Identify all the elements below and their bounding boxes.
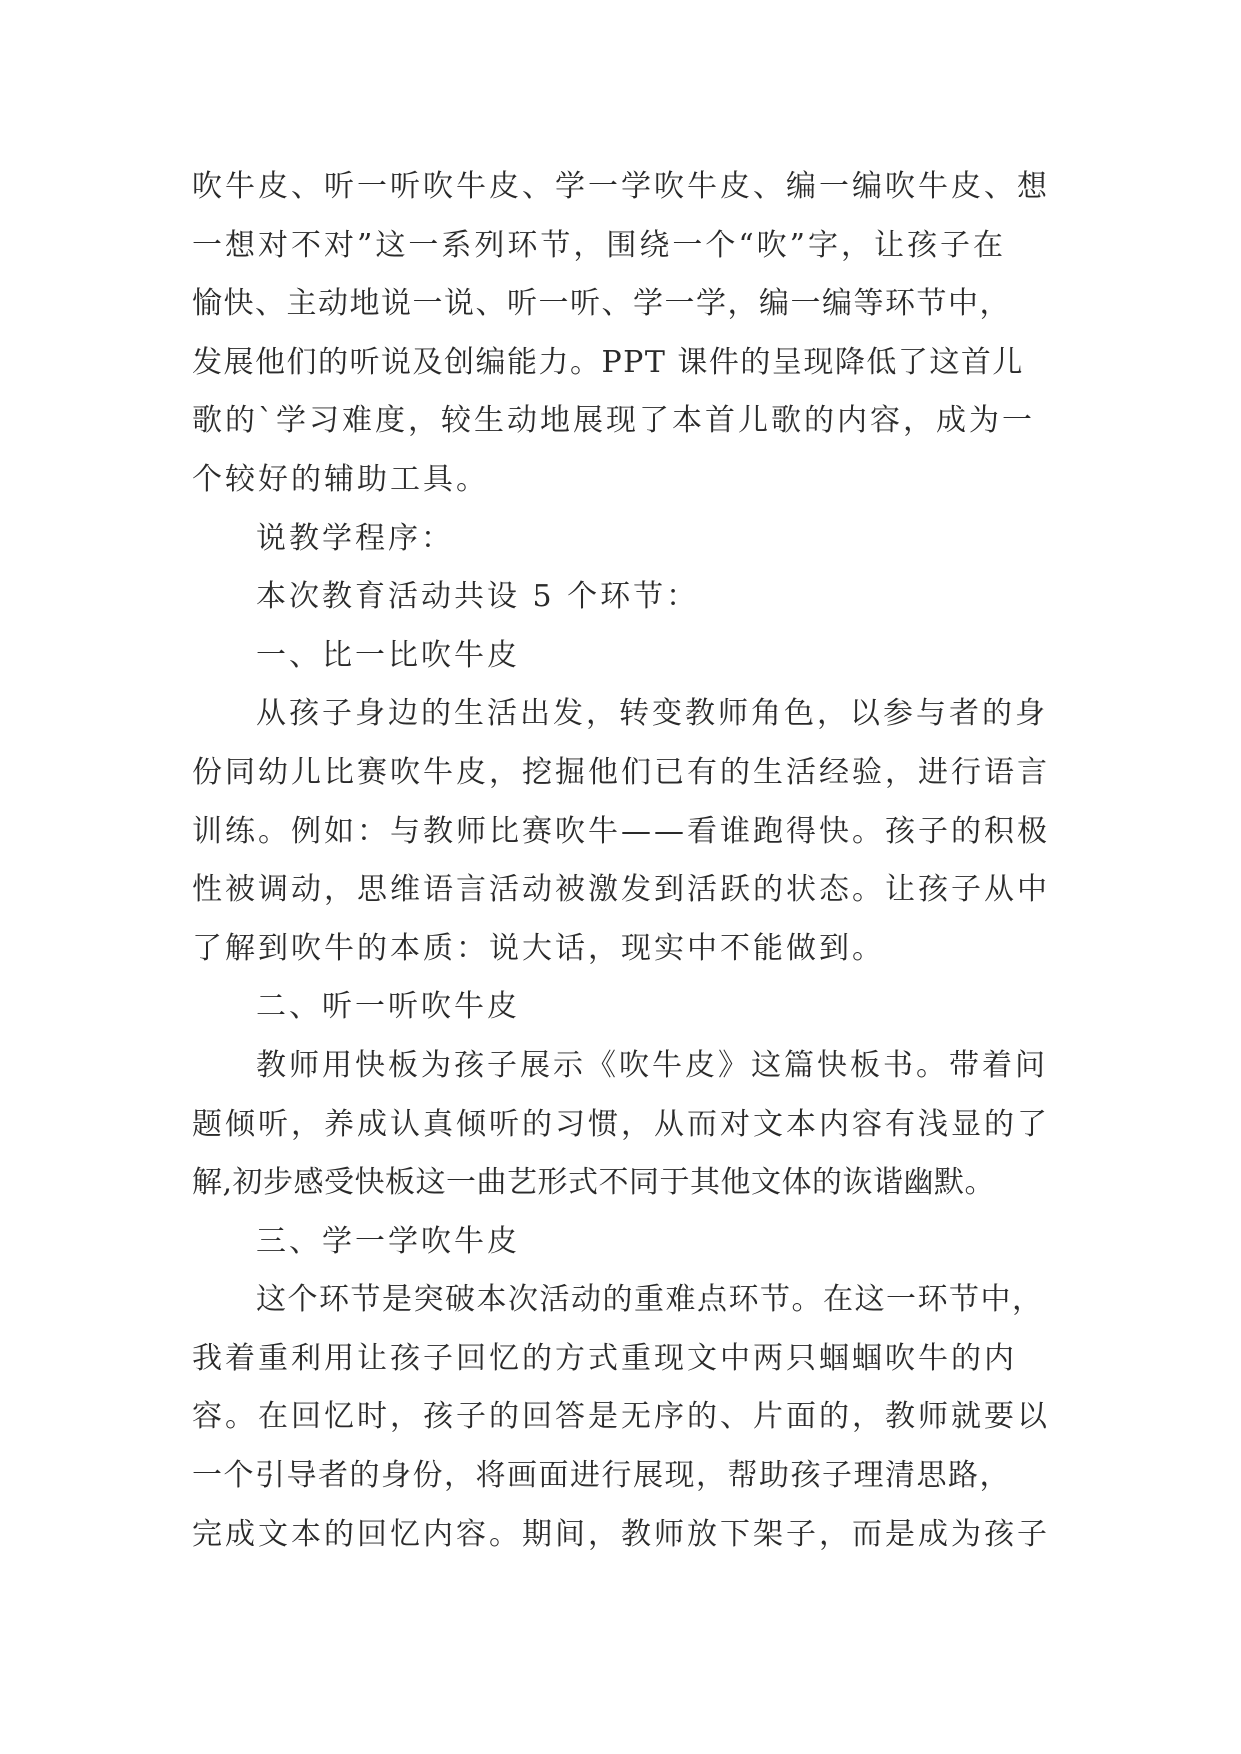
text-line: 个较好的辅助工具。	[192, 461, 489, 497]
section-heading: 三、学一学吹牛皮	[256, 1223, 520, 1259]
text-line: 一想对不对”这一系列环节，围绕一个“吹”字，让孩子在	[192, 227, 1007, 263]
text-line: 性被调动，思维语言活动被激发到活跃的状态。让孩子从中	[192, 872, 1050, 908]
text-line: 了解到吹牛的本质：说大话，现实中不能做到。	[192, 930, 885, 966]
text-line: 这个环节是突破本次活动的重难点环节。在这一环节中，	[256, 1282, 1044, 1318]
text-line: 一个引导者的身份，将画面进行展现，帮助孩子理清思路，	[192, 1458, 1011, 1494]
section-heading: 说教学程序：	[256, 520, 454, 556]
text-line: 歌的`学习难度，较生动地展现了本首儿歌的内容，成为一	[192, 403, 1035, 439]
section-heading: 二、听一听吹牛皮	[256, 989, 520, 1025]
text-line: 我着重利用让孩子回忆的方式重现文中两只蝈蝈吹牛的内	[192, 1340, 1017, 1376]
section-heading: 一、比一比吹牛皮	[256, 637, 520, 673]
text-line: 解,初步感受快板这一曲艺形式不同于其他文体的诙谐幽默。	[192, 1165, 996, 1201]
text-line: 从孩子身边的生活出发，转变教师角色，以参与者的身	[256, 696, 1048, 732]
body-text	[192, 158, 1062, 1564]
text-line: 本次教育活动共设 5 个环节：	[256, 579, 700, 615]
text-line: 训练。例如：与教师比赛吹牛——看谁跑得快。孩子的积极	[192, 813, 1050, 849]
text-line: 教师用快板为孩子展示《吹牛皮》这篇快板书。带着问	[256, 1047, 1048, 1083]
text-line: 发展他们的听说及创编能力。PPT 课件的呈现降低了这首儿	[192, 344, 1024, 380]
text-line: 愉快、主动地说一说、听一听、学一学，编一编等环节中，	[192, 286, 1011, 322]
text-line: 吹牛皮、听一听吹牛皮、学一学吹牛皮、编一编吹牛皮、想	[192, 169, 1050, 204]
text-line: 份同幼儿比赛吹牛皮，挖掘他们已有的生活经验，进行语言	[192, 754, 1050, 790]
text-line: 容。在回忆时，孩子的回答是无序的、片面的，教师就要以	[192, 1399, 1050, 1435]
text-line: 完成文本的回忆内容。期间，教师放下架子，而是成为孩子	[192, 1516, 1050, 1552]
text-line: 题倾听，养成认真倾听的习惯，从而对文本内容有浅显的了	[192, 1106, 1050, 1142]
